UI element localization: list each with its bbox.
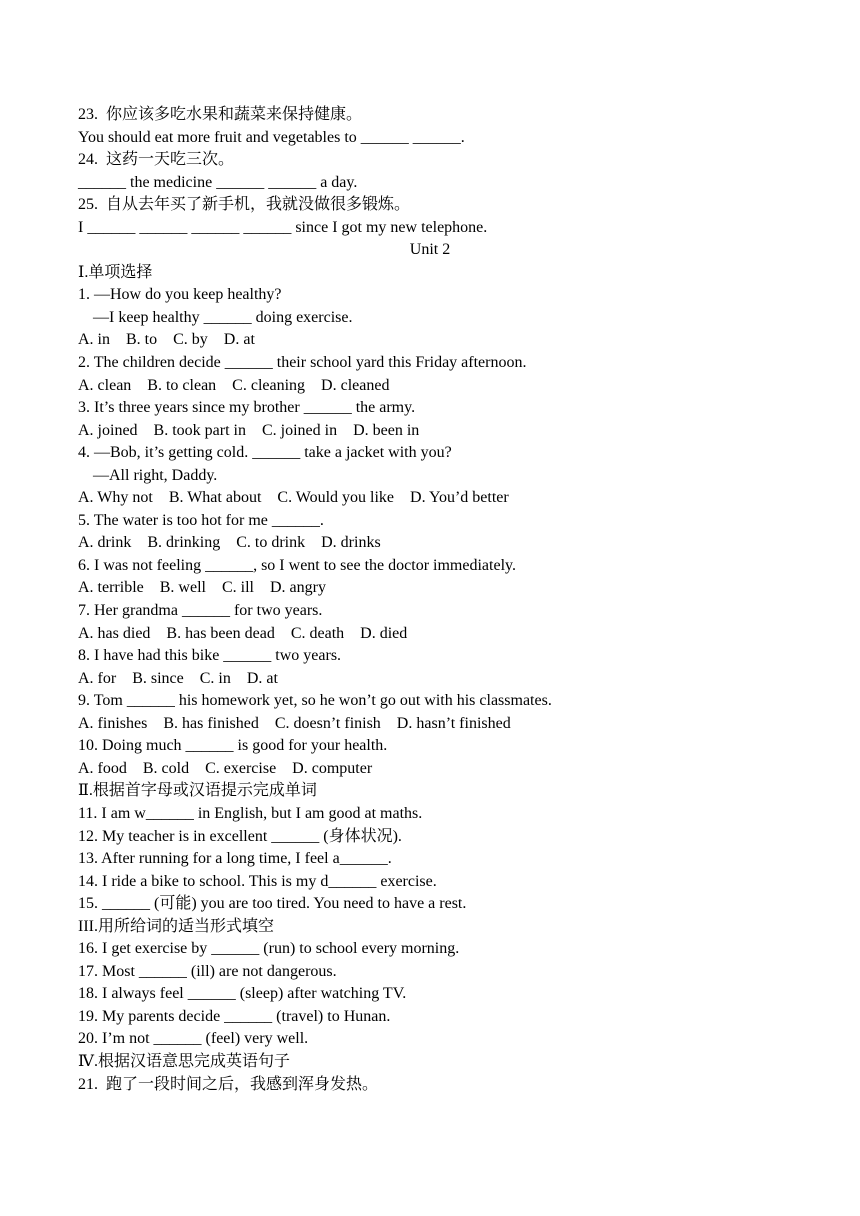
- text-line: 1. —How do you keep healthy?: [78, 286, 282, 304]
- text-line: 3. It’s three years since my brother ______ the army.: [78, 399, 416, 417]
- text-line: 20. I’m not ______ (feel) very well.: [78, 1030, 309, 1048]
- text-line: 8. I have had this bike ______ two years.: [78, 647, 342, 665]
- text-line: —All right, Daddy.: [93, 466, 218, 484]
- text-line: 4. —Bob, it’s getting cold. ______ take a jacket with you?: [78, 444, 452, 462]
- text-line: A. joined B. took part in C. joined in D. been in: [78, 421, 420, 439]
- text-line: A. Why not B. What about C. Would you like D. You’d better: [78, 489, 509, 507]
- text-line: 17. Most ______ (ill) are not dangerous.: [78, 962, 337, 980]
- text-line: 25. 自从去年买了新手机，我就没做很多锻炼。: [78, 196, 411, 214]
- text-line: 10. Doing much ______ is good for your health.: [78, 737, 388, 755]
- text-line: 12. My teacher is in excellent ______ (身体状况).: [78, 827, 402, 845]
- text-line: III.用所给词的适当形式填空: [78, 917, 274, 935]
- text-line: 13. After running for a long time, I feel a______.: [78, 850, 392, 868]
- text-line: A. in B. to C. by D. at: [78, 331, 255, 349]
- text-line: 9. Tom ______ his homework yet, so he won’t go out with his classmates.: [78, 692, 552, 710]
- text-line: 18. I always feel ______ (sleep) after watching TV.: [78, 985, 407, 1003]
- text-line: Ⅳ.根据汉语意思完成英语句子: [78, 1052, 290, 1070]
- text-line: 15. ______ (可能) you are too tired. You need to have a rest.: [78, 895, 467, 913]
- text-line: A. for B. since C. in D. at: [78, 669, 278, 687]
- text-line: A. food B. cold C. exercise D. computer: [78, 759, 373, 777]
- text-line: 24. 这药一天吃三次。: [78, 151, 235, 169]
- text-line: Unit 2: [409, 241, 451, 259]
- text-line: I ______ ______ ______ ______ since I got my new telephone.: [78, 218, 488, 236]
- text-line: 23. 你应该多吃水果和蔬菜来保持健康。: [78, 106, 363, 123]
- text-line: You should eat more fruit and vegetables to ______ ______.: [78, 128, 465, 146]
- text-line: 11. I am w______ in English, but I am good at maths.: [78, 804, 423, 822]
- text-line: 19. My parents decide ______ (travel) to Hunan.: [78, 1007, 391, 1025]
- text-line: A. clean B. to clean C. cleaning D. cleaned: [78, 376, 390, 394]
- text-line: A. has died B. has been dead C. death D. died: [78, 624, 408, 642]
- text-line: 16. I get exercise by ______ (run) to school every morning.: [78, 940, 460, 958]
- text-line: A. terrible B. well C. ill D. angry: [78, 579, 326, 597]
- text-line: 21. 跑了一段时间之后，我感到浑身发热。: [78, 1075, 379, 1093]
- text-line: 5. The water is too hot for me ______.: [78, 511, 324, 529]
- text-line: Ⅰ.单项选择: [78, 263, 153, 281]
- text-line: 6. I was not feeling ______, so I went to see the doctor immediately.: [78, 556, 516, 574]
- text-line: 2. The children decide ______ their school yard this Friday afternoon.: [78, 354, 527, 372]
- text-line: Ⅱ.根据首字母或汉语提示完成单词: [78, 782, 317, 800]
- text-line: 14. I ride a bike to school. This is my d______ exercise.: [78, 872, 437, 890]
- text-line: A. finishes B. has finished C. doesn’t finish D. hasn’t finished: [78, 714, 511, 732]
- text-line: —I keep healthy ______ doing exercise.: [93, 308, 353, 326]
- text-line: 7. Her grandma ______ for two years.: [78, 602, 323, 620]
- text-line: ______ the medicine ______ ______ a day.: [78, 173, 358, 191]
- worksheet-page: [78, 104, 782, 1096]
- text-line: A. drink B. drinking C. to drink D. drinks: [78, 534, 381, 552]
